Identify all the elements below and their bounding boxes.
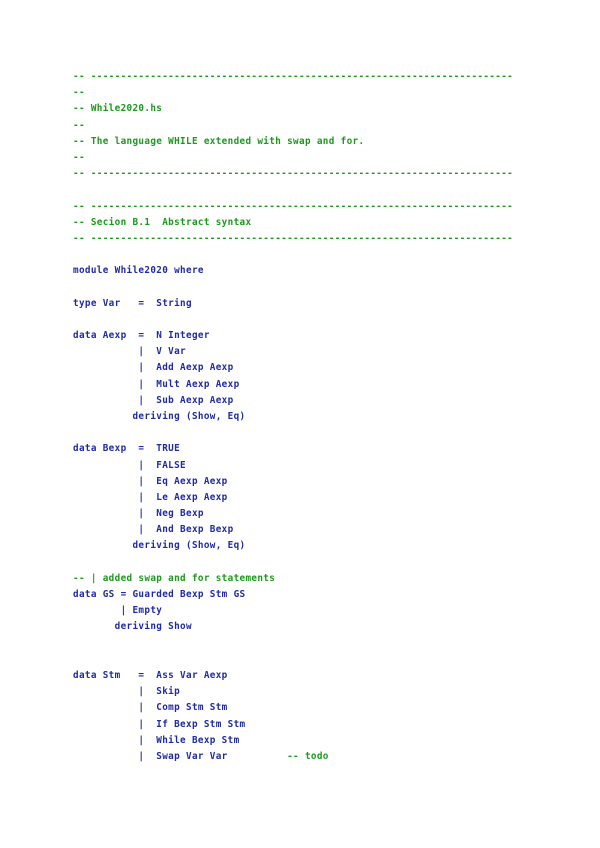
code-text: deriving (Show, Eq) [73, 410, 246, 422]
blank-line [73, 425, 513, 441]
code-line [73, 393, 513, 409]
code-text: | FALSE [73, 459, 186, 471]
code-line [73, 587, 513, 603]
blank-line [73, 555, 513, 571]
code-text: | Add Aexp Aexp [73, 362, 234, 374]
code-line [73, 684, 513, 700]
comment-line [73, 199, 513, 215]
code-line [73, 668, 513, 684]
source-code-listing [73, 69, 513, 765]
code-line [73, 717, 513, 733]
blank-line [73, 279, 513, 295]
code-text: module While2020 where [73, 265, 204, 277]
comment-text: -- | added swap and for statements [73, 572, 276, 584]
code-line [73, 603, 513, 619]
code-line [73, 733, 513, 749]
code-text: deriving Show [73, 621, 192, 633]
code-text: data GS = Guarded Bexp Stm GS [73, 589, 246, 600]
code-text: deriving (Show, Eq) [73, 540, 246, 552]
code-text: | Mult Aexp Aexp [73, 378, 240, 390]
comment-text: -- [73, 151, 85, 163]
code-text: data Bexp = TRUE [73, 443, 181, 455]
blank-line [73, 312, 513, 328]
code-line [73, 441, 513, 457]
comment-text: -- ----------------------------------------------------------------------- [73, 200, 514, 212]
comment-line [73, 69, 513, 85]
code-line [73, 619, 513, 635]
comment-line [73, 571, 513, 587]
comment-text: -- [73, 87, 85, 99]
code-text: | While Bexp Stm [73, 734, 240, 746]
code-line [73, 458, 513, 474]
code-text: type Var = String [73, 297, 192, 309]
code-text: | V Var [73, 346, 186, 358]
code-text: data Aexp = N Integer [73, 330, 210, 341]
code-text: | Skip [73, 686, 181, 698]
comment-text: -- ----------------------------------------------------------------------- [73, 71, 514, 82]
code-line [73, 263, 513, 279]
comment-line [73, 118, 513, 134]
blank-line [73, 247, 513, 263]
comment-line [73, 101, 513, 117]
code-text: | Comp Stm Stm [73, 702, 228, 714]
code-line [73, 377, 513, 393]
code-text: data Stm = Ass Var Aexp [73, 669, 228, 681]
code-text: | Swap Var Var [73, 750, 228, 762]
comment-line [73, 215, 513, 231]
blank-line [73, 652, 513, 668]
code-text: | Sub Aexp Aexp [73, 394, 234, 406]
inline-comment: -- todo [227, 750, 329, 762]
code-line [73, 490, 513, 506]
comment-text: -- Secion B.1 Abstract syntax [73, 216, 252, 228]
comment-text: -- While2020.hs [73, 103, 163, 115]
comment-text: -- [73, 119, 85, 131]
code-line [73, 328, 513, 344]
comment-text: -- The language WHILE extended with swap and for. [73, 135, 365, 147]
comment-text: -- ----------------------------------------------------------------------- [73, 168, 514, 180]
code-text: | Le Aexp Aexp [73, 491, 228, 503]
code-line [73, 296, 513, 312]
code-line [73, 538, 513, 554]
blank-line [73, 182, 513, 198]
code-line [73, 749, 513, 765]
code-line [73, 522, 513, 538]
blank-line [73, 636, 513, 652]
comment-line [73, 231, 513, 247]
comment-line [73, 150, 513, 166]
code-text: | And Bexp Bexp [73, 524, 234, 536]
comment-line [73, 134, 513, 150]
code-text: | If Bexp Stm Stm [73, 718, 246, 730]
code-text: | Empty [73, 605, 163, 617]
comment-line [73, 85, 513, 101]
code-line [73, 506, 513, 522]
comment-text: -- ----------------------------------------------------------------------- [73, 232, 514, 244]
code-line [73, 409, 513, 425]
code-text: | Neg Bexp [73, 508, 204, 520]
code-line [73, 344, 513, 360]
code-line [73, 360, 513, 376]
code-line [73, 700, 513, 716]
code-line [73, 474, 513, 490]
comment-line [73, 166, 513, 182]
code-text: | Eq Aexp Aexp [73, 475, 228, 487]
